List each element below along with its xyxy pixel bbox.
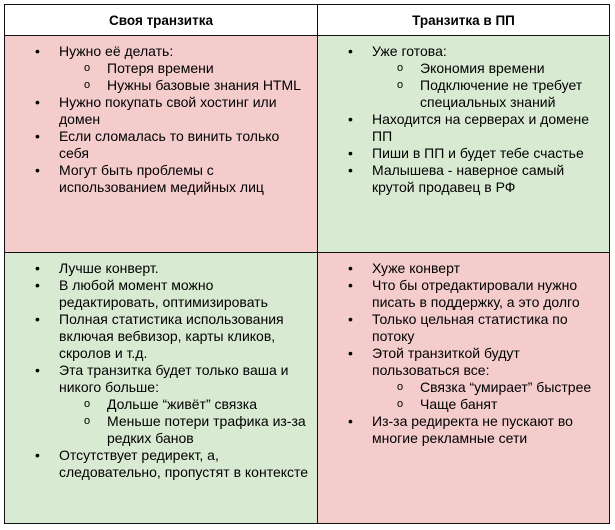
sub-list-item: o Нужны базовые знания HTML <box>59 77 309 94</box>
sub-list-item: o Связка “умирает” быстрее <box>372 379 601 396</box>
list-item: • Находится на серверах и домене ПП <box>318 111 601 145</box>
list-pp-pros <box>318 36 609 196</box>
list-own-pros <box>5 253 317 481</box>
list-item: • Этой транзиткой будут пользоваться все: o Связка “умирает” быстрее o Чаще банят <box>318 345 601 413</box>
sub-list-item: o Экономия времени <box>372 60 601 77</box>
list-item: • Малышева - наверное самый крутой продавец в РФ <box>318 162 601 196</box>
list-item: • Что бы отредактировали нужно писать в поддержку, а это долго <box>318 277 601 311</box>
list-item: • Полная статистика использования включая вебвизор, карты кликов, скролов и т.д. <box>5 311 309 362</box>
cell-pp-pros <box>318 36 610 253</box>
cell-own-cons <box>5 36 318 253</box>
list-item: • Отсутствует редирект, а, следовательно, пропустят в контексте <box>5 447 309 481</box>
header-own-transit: Своя транзитка <box>5 5 318 36</box>
list-item: • Нужно её делать: o Потеря времени o Нужны базовые знания HTML <box>5 43 309 94</box>
list-item: • Из-за редиректа не пускают во многие рекламные сети <box>318 413 601 447</box>
sub-list-item: o Потеря времени <box>59 60 309 77</box>
list-item: • Лучше конверт. <box>5 260 309 277</box>
list-item: • Хуже конверт <box>318 260 601 277</box>
list-item: • Только цельная статистика по потоку <box>318 311 601 345</box>
list-item: • Уже готова: o Экономия времени o Подключение не требует специальных знаний <box>318 43 601 111</box>
sub-list-item: o Меньше потери трафика из-за редких банов <box>59 413 309 447</box>
list-pp-cons <box>318 253 609 447</box>
comparison-table <box>4 4 610 524</box>
cell-own-pros <box>5 253 318 524</box>
sub-list-item: o Чаще банят <box>372 396 601 413</box>
list-item: • Нужно покупать свой хостинг или домен <box>5 94 309 128</box>
list-item: • Если сломалась то винить только себя <box>5 128 309 162</box>
list-item: • Эта транзитка будет только ваша и никого больше: o Дольше “живёт” связка o Меньше потери трафика из-за редких банов <box>5 362 309 447</box>
list-own-cons <box>5 36 317 196</box>
list-item: • Могут быть проблемы с использованием медийных лиц <box>5 162 309 196</box>
header-pp-transit: Транзитка в ПП <box>318 5 610 36</box>
cell-pp-cons <box>318 253 610 524</box>
list-item: • В любой момент можно редактировать, оптимизировать <box>5 277 309 311</box>
sub-list-item: o Дольше “живёт” связка <box>59 396 309 413</box>
sub-list-item: o Подключение не требует специальных знаний <box>372 77 601 111</box>
list-item: • Пиши в ПП и будет тебе счастье <box>318 145 601 162</box>
